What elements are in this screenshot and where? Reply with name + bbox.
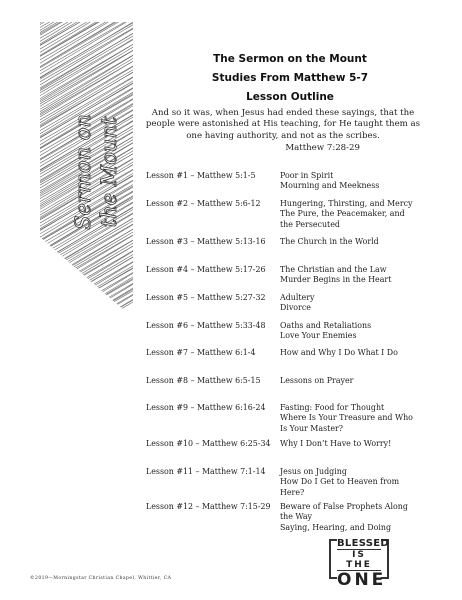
page-heading: Lesson Outline <box>246 91 334 103</box>
banner-graphic <box>40 22 133 318</box>
title-banner <box>40 22 133 318</box>
hatch-line <box>40 225 133 288</box>
lesson-topic: The Pure, the Peacemaker, and the Persecuted <box>280 209 405 229</box>
copyright-footer: ©2019—Morningstar Christian Chapel, Whittier, CA <box>30 576 172 581</box>
page-subtitle: Studies From Matthew 5-7 <box>211 72 369 84</box>
lesson-topics <box>280 265 414 286</box>
hatch-line <box>40 225 133 286</box>
lesson-topics <box>280 502 414 533</box>
banner-title-line2: the Mount <box>97 116 121 228</box>
hatch-line <box>40 247 133 308</box>
logo-line2: IS THE <box>337 549 381 571</box>
lesson-topic: Oaths and Retaliations <box>280 321 372 330</box>
page-header <box>160 50 420 107</box>
lesson-topic: Poor in Spirit <box>280 171 334 180</box>
lesson-topics <box>280 376 414 386</box>
scripture-reference: Matthew 7:28-29 <box>285 143 360 153</box>
lesson-topics <box>280 348 414 358</box>
lesson-label: Lesson #10 – Matthew 6:25-34 <box>146 439 271 448</box>
lesson-label: Lesson #1 – Matthew 5:1-5 <box>146 171 256 180</box>
hatch-line <box>40 253 133 314</box>
lesson-label: Lesson #5 – Matthew 5:27-32 <box>146 293 266 302</box>
logo-line3: ONE <box>337 570 387 590</box>
lesson-label: Lesson #6 – Matthew 5:33-48 <box>146 321 266 330</box>
hatch-line <box>40 284 133 318</box>
hatch-line <box>40 290 133 318</box>
lesson-topic: Where Is Your Treasure and Who Is Your Master? <box>280 413 413 433</box>
logo-line1: BLESSED <box>337 538 390 549</box>
lesson-topic: Adultery <box>280 293 315 302</box>
hatch-line <box>40 285 133 318</box>
lesson-topic: Divorce <box>280 303 311 313</box>
lesson-label: Lesson #9 – Matthew 6:16-24 <box>146 403 266 412</box>
hatch-line <box>40 298 133 318</box>
lesson-topic: Mourning and Meekness <box>280 181 380 191</box>
lesson-topic: Lessons on Prayer <box>280 376 354 385</box>
lesson-topic: Why I Don’t Have to Worry! <box>280 439 392 448</box>
lesson-topics <box>280 321 414 342</box>
lesson-topic: Love Your Enemies <box>280 331 357 341</box>
lesson-topics <box>280 293 414 314</box>
lesson-topic: Saying, Hearing, and Doing <box>280 522 392 532</box>
banner-title-line1: Sermon on <box>71 114 95 230</box>
lesson-label: Lesson #12 – Matthew 7:15-29 <box>146 502 271 511</box>
lesson-topics <box>280 467 414 498</box>
lesson-topic: Beware of False Prophets Along the Way <box>280 502 408 522</box>
lesson-topics <box>280 403 414 434</box>
lesson-topics <box>280 199 414 230</box>
lesson-topic: The Christian and the Law <box>280 265 387 274</box>
lesson-topics <box>280 237 414 247</box>
lesson-topic: How Do I Get to Heaven from Here? <box>280 477 400 497</box>
lesson-topic: Murder Begins in the Heart <box>280 275 392 285</box>
lesson-label: Lesson #11 – Matthew 7:1-14 <box>146 467 266 476</box>
lesson-label: Lesson #8 – Matthew 6:5-15 <box>146 376 261 385</box>
lesson-topic: The Church in the World <box>280 237 379 246</box>
lesson-topic: How and Why I Do What I Do <box>280 348 398 357</box>
lesson-topic: Hungering, Thirsting, and Mercy <box>280 199 413 208</box>
lesson-label: Lesson #7 – Matthew 6:1-4 <box>146 348 256 357</box>
hatch-line <box>40 273 133 318</box>
hatch-line <box>40 264 133 318</box>
page-title: The Sermon on the Mount <box>213 53 367 65</box>
lesson-label: Lesson #3 – Matthew 5:13-16 <box>146 237 266 246</box>
logo-bracket-left <box>329 539 337 579</box>
hatch-line <box>40 247 133 310</box>
hatch-line <box>40 242 133 303</box>
lesson-topic: Jesus on Judging <box>280 467 347 476</box>
blessed-logo <box>329 537 390 590</box>
lesson-label: Lesson #2 – Matthew 5:6-12 <box>146 199 261 208</box>
lesson-topic: Fasting: Food for Thought <box>280 403 385 412</box>
lesson-topics <box>280 171 414 192</box>
lesson-label: Lesson #4 – Matthew 5:17-26 <box>146 265 266 274</box>
scripture-quote: And so it was, when Jesus had ended these sayings, that the people were astonished at His teaching, for He taught them as one having authority, and not as the scribes. <box>145 108 421 141</box>
lesson-topics <box>280 439 414 449</box>
hatch-line <box>40 291 133 318</box>
